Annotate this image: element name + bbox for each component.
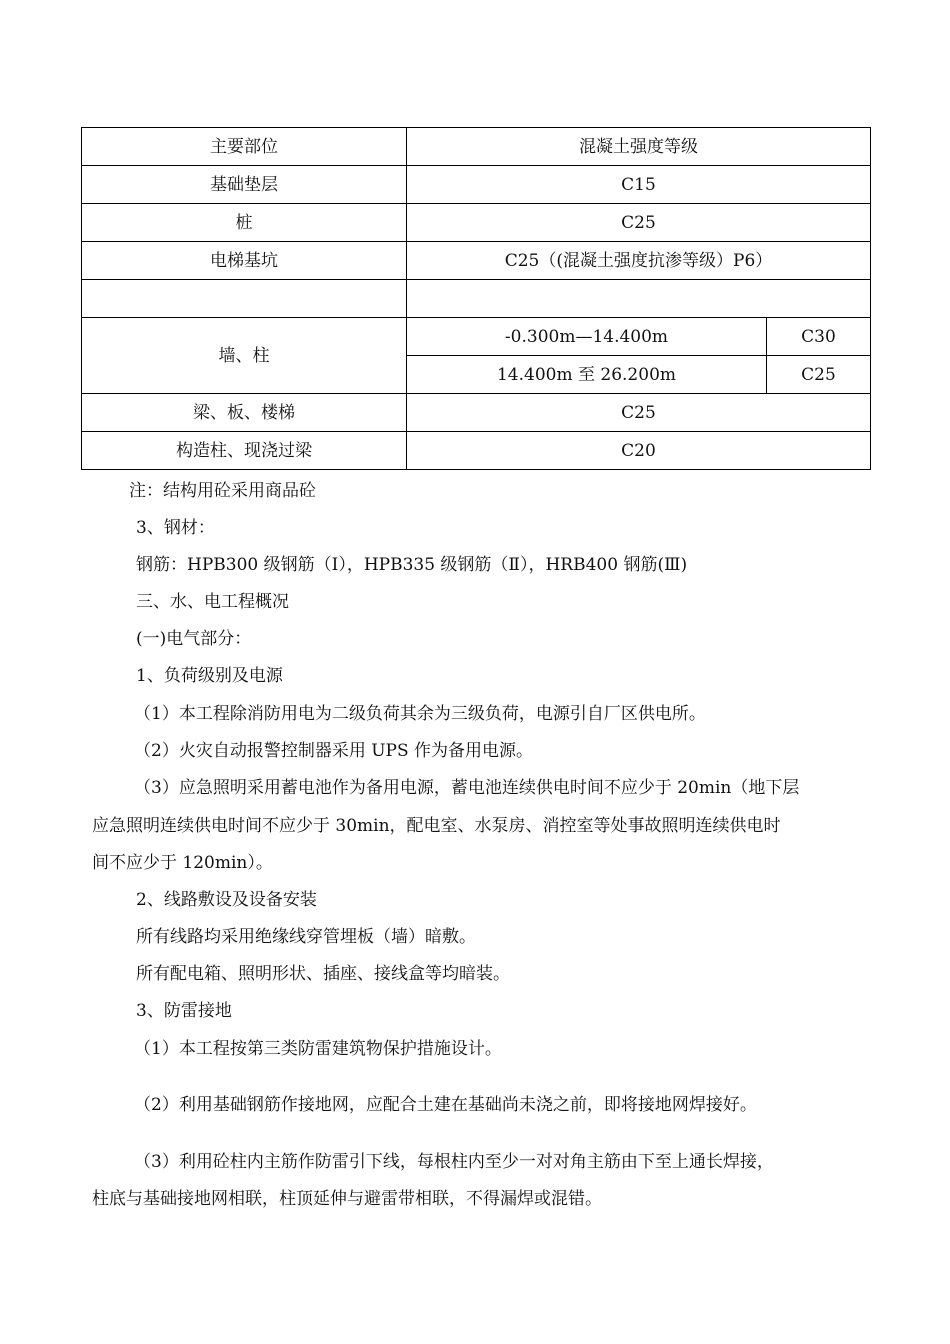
row-grade: C15 (407, 166, 871, 204)
steel-heading: 3、钢材： (136, 518, 215, 538)
row-part: 构造柱、现浇过梁 (82, 432, 407, 470)
subsection-heading: (一)电气部分： (136, 629, 252, 649)
paragraph: （1）本工程除消防用电为二级负荷其余为三级负荷，电源引自厂区供电所。 (134, 704, 706, 724)
table-row (82, 204, 871, 242)
paragraph: 间不应少于 120min）。 (92, 853, 273, 873)
elevation-range: 14.400m 至 26.200m (407, 356, 767, 394)
row-grade: C25 (407, 394, 871, 432)
header-grade: 混凝土强度等级 (407, 128, 871, 166)
table-row (82, 432, 871, 470)
row-grade: C30 (767, 318, 871, 356)
item-heading: 2、线路敷设及设备安装 (136, 890, 317, 910)
paragraph: 应急照明连续供电时间不应少于 30min，配电室、水泵房、消控室等处事故照明连续供电时 (92, 816, 781, 836)
paragraph: （3）利用砼柱内主筋作防雷引下线，每根柱内至少一对对角主筋由下至上通长焊接， (134, 1152, 774, 1172)
row-grade (407, 280, 871, 318)
paragraph: 所有线路均采用绝缘线穿管埋板（墙）暗敷。 (136, 927, 476, 947)
table-row (82, 318, 871, 356)
table-note: 注：结构用砼采用商品砼 (129, 481, 316, 501)
table-row (82, 166, 871, 204)
steel-grades: 钢筋：HPB300 级钢筋（Ⅰ），HPB335 级钢筋（Ⅱ），HRB400 钢筋(Ⅲ) (136, 555, 688, 575)
row-grade: C25 (407, 204, 871, 242)
paragraph: 柱底与基础接地网相联，柱顶延伸与避雷带相联，不得漏焊或混错。 (92, 1189, 602, 1209)
paragraph: （1）本工程按第三类防雷建筑物保护措施设计。 (134, 1039, 502, 1059)
paragraph: （2）利用基础钢筋作接地网，应配合土建在基础尚未浇之前，即将接地网焊接好。 (134, 1095, 757, 1115)
table-row (82, 394, 871, 432)
row-grade: C25（(混凝土强度抗渗等级）P6） (407, 242, 871, 280)
row-part: 基础垫层 (82, 166, 407, 204)
row-part: 梁、板、楼梯 (82, 394, 407, 432)
table-row (82, 242, 871, 280)
item-heading: 3、防雷接地 (136, 1001, 232, 1021)
row-grade: C20 (407, 432, 871, 470)
row-part (82, 280, 407, 318)
row-part: 桩 (82, 204, 407, 242)
row-part: 电梯基坑 (82, 242, 407, 280)
concrete-strength-table (81, 127, 871, 470)
header-part: 主要部位 (82, 128, 407, 166)
table-row-empty (82, 280, 871, 318)
paragraph: （2）火灾自动报警控制器采用 UPS 作为备用电源。 (134, 741, 534, 761)
elevation-range: -0.300m—14.400m (407, 318, 767, 356)
paragraph: （3）应急照明采用蓄电池作为备用电源，蓄电池连续供电时间不应少于 20min（地下层 (134, 778, 800, 798)
paragraph: 所有配电箱、照明形状、插座、接线盒等均暗装。 (136, 964, 510, 984)
row-grade: C25 (767, 356, 871, 394)
section-heading: 三、水、电工程概况 (136, 592, 289, 612)
item-heading: 1、负荷级别及电源 (136, 666, 283, 686)
table-header-row (82, 128, 871, 166)
wall-column-part: 墙、柱 (82, 318, 407, 394)
